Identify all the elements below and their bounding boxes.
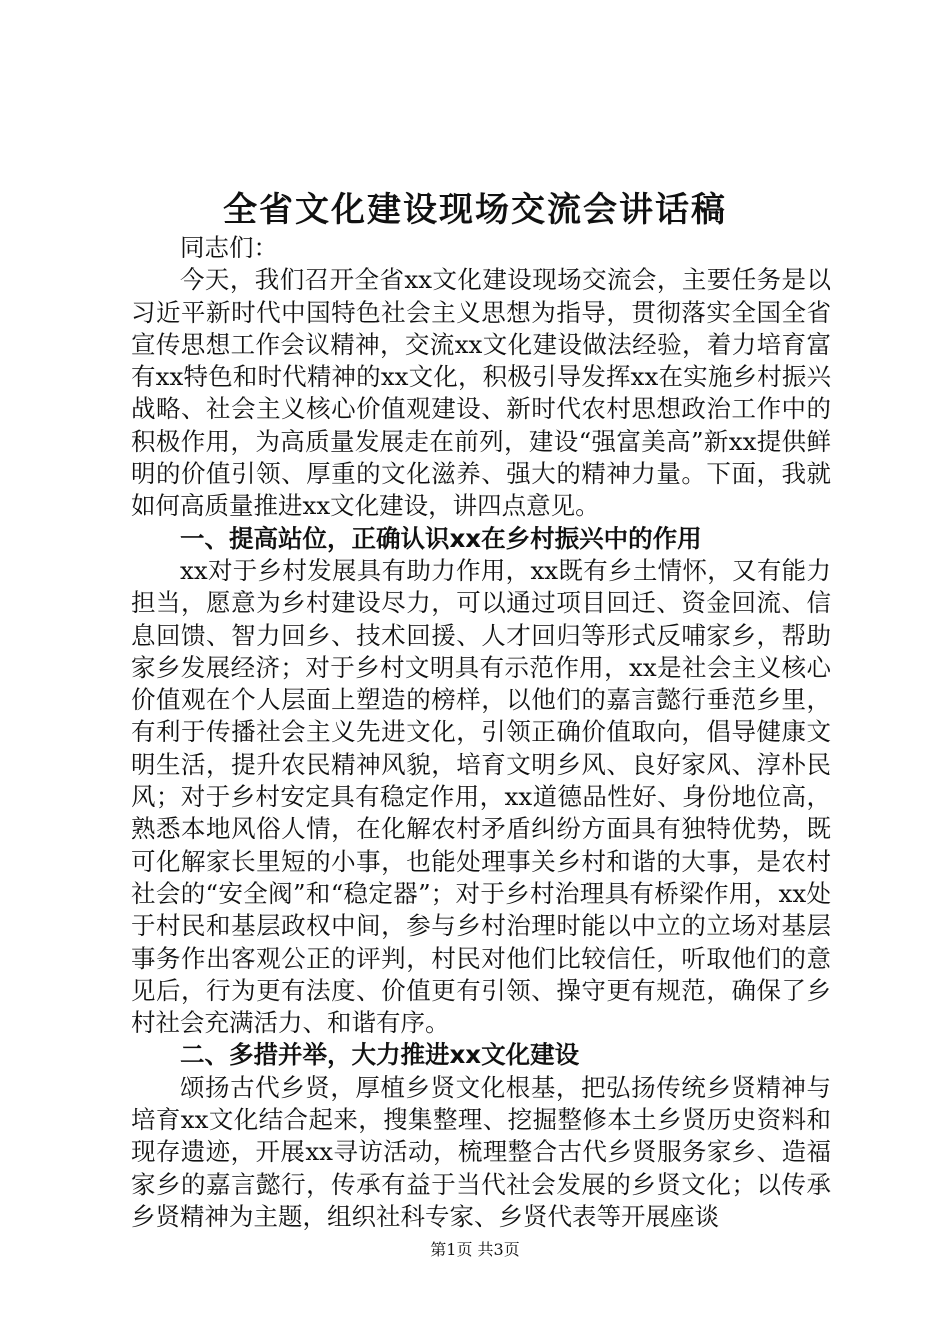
salutation: 同志们： [180,233,278,262]
section-1-heading: 一、提高站位，正确认识xx在乡村振兴中的作用 [180,523,702,553]
intro-paragraph: 今天，我们召开全省xx文化建设现场交流会，主要任务是以习近平新时代中国特色社会主义思想为指导，贯彻落实全国全省宣传思想工作会议精神，交流xx文化建设做法经验，着力培育富有xx特色和时代精神的xx文化，积极引导发挥xx在实施乡村振兴战略、社会主义核心价值观建设、新时代农村思想政治工作中的积极作用，为高质量发展走在前列，建设“强富美高”新xx提供鲜明的价值引领、厚重的文化滋养、强大的精神力量。下面，我就如何高质量推进xx文化建设，讲四点意见。 [131,265,831,521]
section-1-paragraph: xx对于乡村发展具有助力作用，xx既有乡土情怀，又有能力担当，愿意为乡村建设尽力，可以通过项目回迁、资金回流、信息回馈、智力回乡、技术回援、人才回归等形式反哺家乡，帮助家乡发展经济；对于乡村文明具有示范作用，xx是社会主义核心价值观在个人层面上塑造的榜样，以他们的嘉言懿行垂范乡里，有利于传播社会主义先进文化，引领正确价值取向，倡导健康文明生活，提升农民精神风貌，培育文明乡风、良好家风、淳朴民风；对于乡村安定具有稳定作用，xx道德品性好、身份地位高，熟悉本地风俗人情，在化解农村矛盾纠纷方面具有独特优势，既可化解家长里短的小事，也能处理事关乡村和谐的大事，是农村社会的“安全阀”和“稳定器”；对于乡村治理具有桥梁作用，xx处于村民和基层政权中间，参与乡村治理时能以中立的立场对基层事务作出客观公正的评判，村民对他们比较信任，听取他们的意见后，行为更有法度、价值更有引领、操守更有规范，确保了乡村社会充满活力、和谐有序。 [131,555,831,1038]
document-title: 全省文化建设现场交流会讲话稿 [223,190,727,230]
document-body [131,232,831,1233]
section-2-paragraph: 颂扬古代乡贤，厚植乡贤文化根基，把弘扬传统乡贤精神与培育xx文化结合起来，搜集整理、挖掘整修本土乡贤历史资料和现存遗迹，开展xx寻访活动，梳理整合古代乡贤服务家乡、造福家乡的嘉言懿行，传承有益于当代社会发展的乡贤文化；以传承乡贤精神为主题，组织社科专家、乡贤代表等开展座谈 [131,1072,831,1231]
section-2-heading: 二、多措并举，大力推进xx文化建设 [180,1040,580,1070]
page-number-footer: 第1页 共3页 [430,1240,520,1259]
